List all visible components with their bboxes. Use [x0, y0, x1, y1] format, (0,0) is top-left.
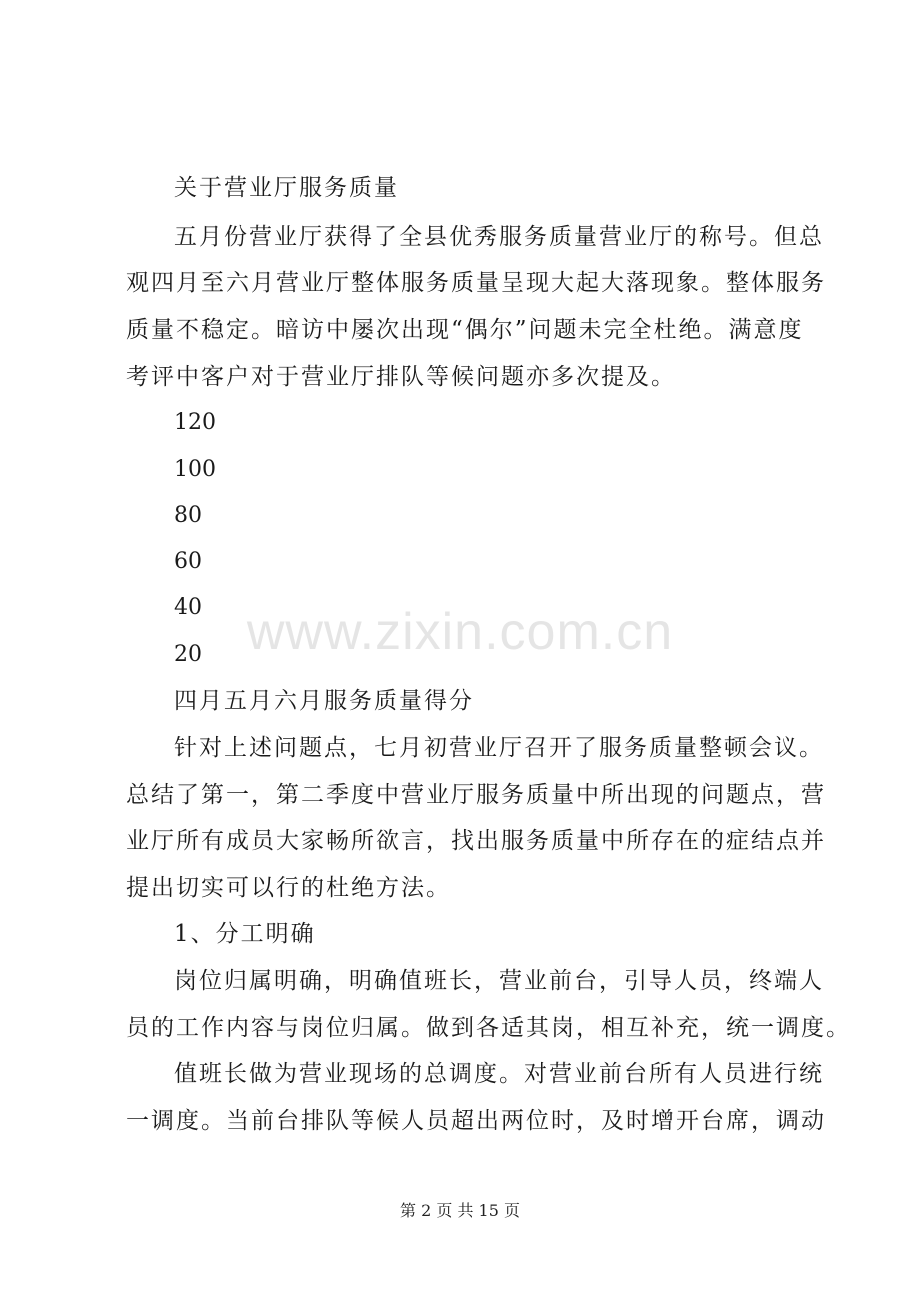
watermark: www.zixin.com.cn — [246, 603, 674, 661]
paragraph-line: 提出切实可以行的杜绝方法。 — [126, 875, 451, 901]
paragraph-line: 针对上述问题点，七月初营业厅召开了服务质量整顿会议。 — [174, 735, 824, 761]
document-heading: 关于营业厅服务质量 — [174, 175, 399, 201]
paragraph-line: 观四月至六月营业厅整体服务质量呈现大起大落现象。整体服务 — [126, 270, 826, 296]
paragraph-line: 值班长做为营业现场的总调度。对营业前台所有人员进行统 — [174, 1061, 824, 1087]
chart-caption: 四月五月六月服务质量得分 — [174, 688, 474, 714]
paragraph-line: 岗位归属明确，明确值班长，营业前台，引导人员，终端人 — [174, 968, 824, 994]
chart-axis-value: 20 — [174, 642, 202, 667]
section-title: 1、分工明确 — [174, 921, 316, 947]
paragraph-line: 一调度。当前台排队等候人员超出两位时，及时增开台席，调动 — [126, 1108, 826, 1134]
paragraph-line: 员的工作内容与岗位归属。做到各适其岗，相互补充，统一调度。 — [126, 1015, 851, 1041]
paragraph-line: 质量不稳定。暗访中屡次出现“偶尔”问题未完全杜绝。满意度 — [126, 317, 804, 343]
paragraph-line: 五月份营业厅获得了全县优秀服务质量营业厅的称号。但总 — [174, 224, 824, 250]
chart-axis-value: 80 — [174, 503, 202, 528]
chart-axis-value: 40 — [174, 595, 202, 620]
paragraph-line: 业厅所有成员大家畅所欲言，找出服务质量中所存在的症结点并 — [126, 828, 826, 854]
chart-axis-value: 120 — [174, 410, 216, 435]
page-footer: 第 2 页 共 15 页 — [400, 1201, 520, 1220]
chart-axis-value: 60 — [174, 549, 202, 574]
chart-axis-value: 100 — [174, 457, 216, 482]
paragraph-line: 考评中客户对于营业厅排队等候问题亦多次提及。 — [126, 364, 676, 390]
paragraph-line: 总结了第一，第二季度中营业厅服务质量中所出现的问题点，营 — [126, 782, 826, 808]
